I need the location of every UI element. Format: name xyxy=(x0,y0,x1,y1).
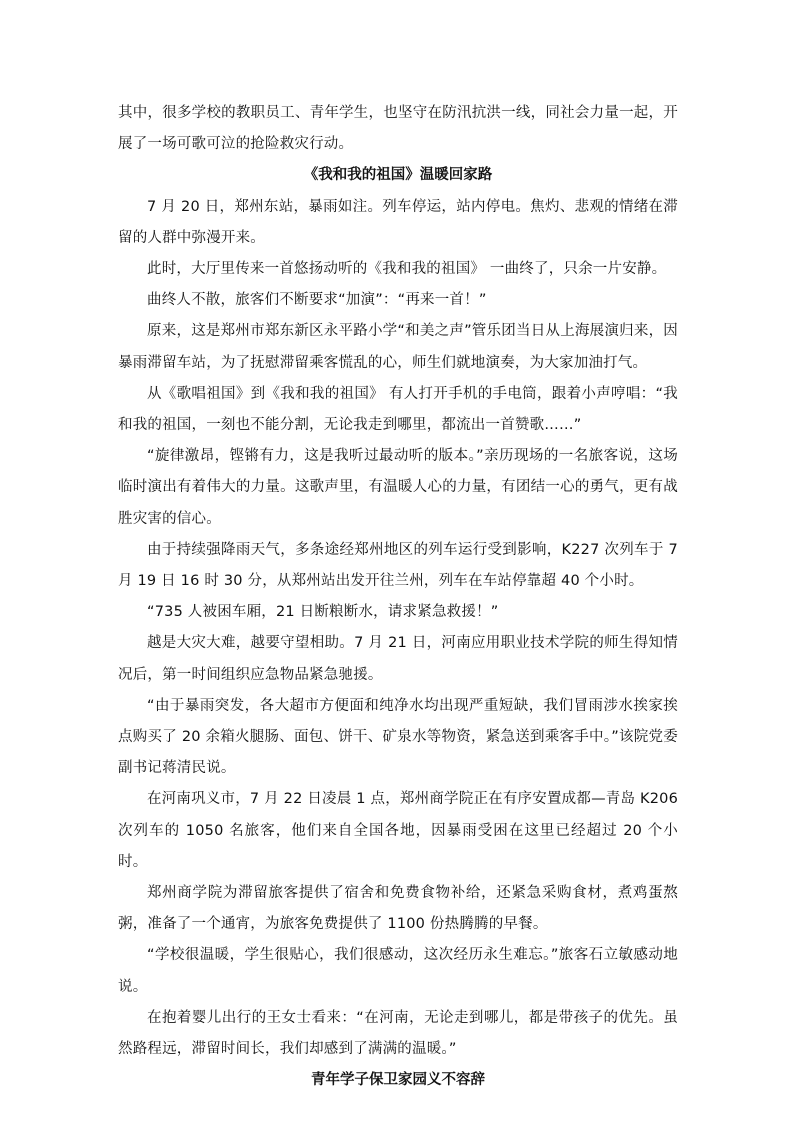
paragraph: 从《歌唱祖国》到《我和我的祖国》 有人打开手机的手电筒，跟着小声哼唱：“我和我的祖国，一刻也不能分割，无论我走到哪里，都流出一首赞歌……” xyxy=(118,385,678,434)
paragraph: 曲终人不散，旅客们不断要求“加演”：“再来一首！” xyxy=(147,292,487,309)
section-heading: 《我和我的祖国》温暖回家路 xyxy=(303,167,493,184)
paragraph: 在抱着婴儿出行的王女士看来：“在河南，无论走到哪儿，都是带孩子的优先。虽然路程远，滞留时间长，我们却感到了满满的温暖。” xyxy=(118,1009,678,1058)
paragraph: “735 人被困车厢，21 日断粮断水，请求紧急救援！” xyxy=(147,604,499,621)
paragraph: “学校很温暖，学生很贴心，我们很感动，这次经历永生难忘。”旅客石立敏感动地说。 xyxy=(118,947,678,995)
paragraph: 郑州商学院为滞留旅客提供了宿舍和免费食物补给，还紧急采购食材，煮鸡蛋熬粥，准备了一个通宵，为旅客免费提供了 1100 份热腾腾的早餐。 xyxy=(118,885,678,933)
document-page xyxy=(118,98,678,1097)
paragraph: 原来，这是郑州市郑东新区永平路小学“和美之声”管乐团当日从上海展演归来，因暴雨滞留车站，为了抚慰滞留乘客慌乱的心，师生们就地演奏，为大家加油打气。 xyxy=(118,323,678,371)
section-heading: 青年学子保卫家园义不容辞 xyxy=(311,1072,485,1089)
paragraph: 此时，大厅里传来一首悠扬动听的《我和我的祖国》 一曲终了，只余一片安静。 xyxy=(147,261,667,278)
paragraph: “旋律激昂，铿锵有力，这是我听过最动听的版本。”亲历现场的一名旅客说，这场临时演出有着伟大的力量。这歌声里，有温暖人心的力量，有团结一心的勇气，更有战胜灾害的信心。 xyxy=(118,448,678,527)
paragraph: 由于持续强降雨天气，多条途经郑州地区的列车运行受到影响，K227 次列车于 7 月 19 日 16 时 30 分，从郑州站出发开往兰州，列车在车站停靠超 40 个小时。 xyxy=(118,541,678,590)
paragraph: 其中，很多学校的教职员工、青年学生，也坚守在防汛抗洪一线，同社会力量一起，开展了一场可歌可泣的抢险救灾行动。 xyxy=(118,105,678,153)
paragraph: “由于暴雨突发，各大超市方便面和纯净水均出现严重短缺，我们冒雨涉水挨家挨点购买了 20 余箱火腿肠、面包、饼干、矿泉水等物资，紧急送到乘客手中。”该院党委副书记蒋清民说。 xyxy=(118,697,678,777)
paragraph: 越是大灾大难，越要守望相助。7 月 21 日，河南应用职业技术学院的师生得知情况后，第一时间组织应急物品紧急驰援。 xyxy=(118,635,678,683)
paragraph: 7 月 20 日，郑州东站，暴雨如注。列车停运，站内停电。焦灼、悲观的情绪在滞留的人群中弥漫开来。 xyxy=(118,198,678,246)
paragraph: 在河南巩义市，7 月 22 日凌晨 1 点，郑州商学院正在有序安置成都—青岛 K206 次列车的 1050 名旅客，他们来自全国各地，因暴雨受困在这里已经超过 20 个小时。 xyxy=(118,791,678,870)
